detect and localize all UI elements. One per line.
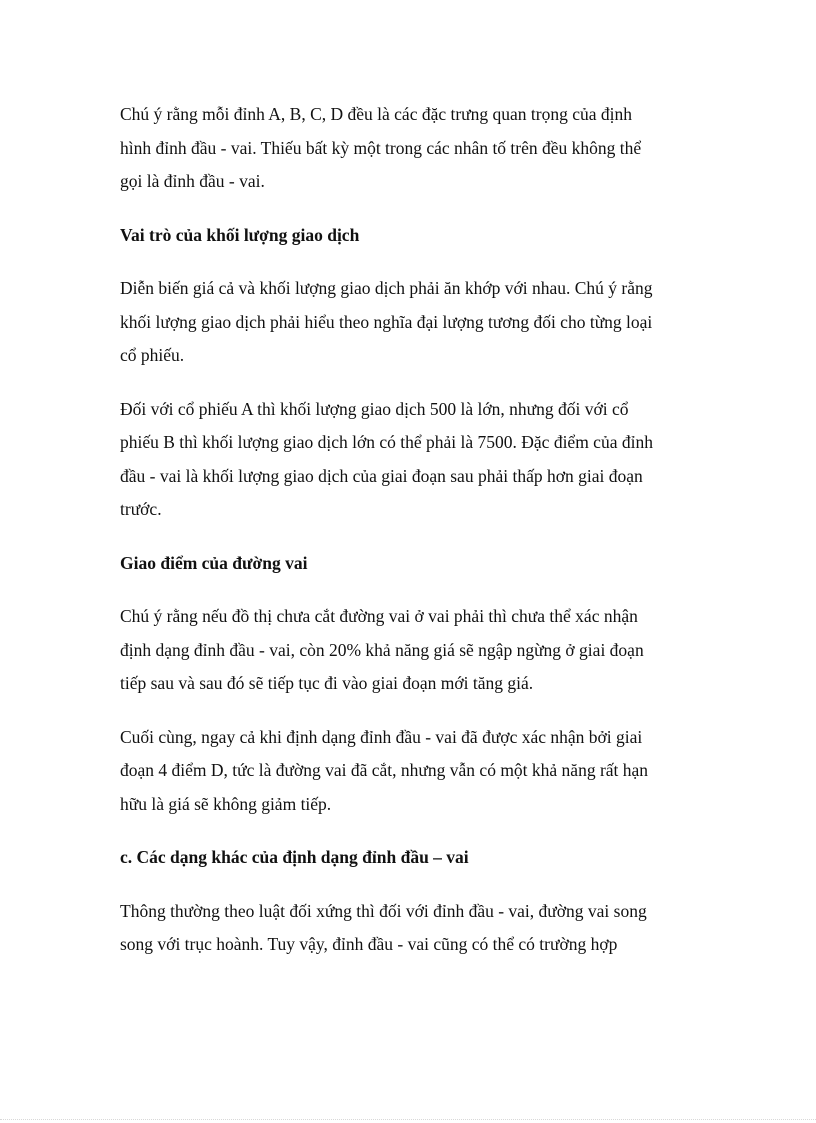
- document-body: [120, 98, 698, 962]
- paragraph-head-shoulders-points: [120, 98, 698, 199]
- text-line: Diễn biến giá cả và khối lượng giao dịch phải ăn khớp với nhau. Chú ý rằng: [120, 278, 653, 298]
- text-line: Thông thường theo luật đối xứng thì đối với đỉnh đầu - vai, đường vai song: [120, 900, 647, 921]
- text-line: đoạn 4 điểm D, tức là đường vai đã cắt, nhưng vẫn có một khả năng rất hạn: [120, 760, 649, 780]
- paragraph-neckline-confirmation: [120, 600, 698, 701]
- text-line: Chú ý rằng nếu đồ thị chưa cắt đường vai ở vai phải thì chưa thể xác nhận: [120, 606, 638, 626]
- heading-volume-role: Vai trò của khối lượng giao dịch: [120, 224, 360, 245]
- heading-other-forms: c. Các dạng khác của định dạng đỉnh đầu – vai: [120, 847, 469, 867]
- text-line: Chú ý rằng mỗi đỉnh A, B, C, D đều là các đặc trưng quan trọng của định: [120, 104, 633, 124]
- text-line: cổ phiếu.: [120, 345, 185, 365]
- page-bottom-divider: [0, 1119, 816, 1120]
- text-line: khối lượng giao dịch phải hiểu theo nghĩa đại lượng tương đối cho từng loại: [120, 311, 653, 332]
- text-line: định dạng đỉnh đầu - vai, còn 20% khả năng giá sẽ ngập ngừng ở giai đoạn: [120, 639, 644, 660]
- paragraph-volume-relative: [120, 272, 698, 373]
- text-line: trước.: [120, 499, 162, 519]
- text-line: Cuối cùng, ngay cả khi định dạng đỉnh đầu - vai đã được xác nhận bởi giai: [120, 726, 643, 747]
- text-line: phiếu B thì khối lượng giao dịch lớn có thể phải là 7500. Đặc điểm của đỉnh: [120, 432, 653, 452]
- text-line: đầu - vai là khối lượng giao dịch của giai đoạn sau phải thấp hơn giai đoạn: [120, 465, 643, 486]
- text-line: gọi là đỉnh đầu - vai.: [120, 171, 265, 191]
- heading-neckline-intersection: Giao điểm của đường vai: [120, 552, 308, 573]
- text-line: song với trục hoành. Tuy vậy, đỉnh đầu - vai cũng có thể có trường hợp: [120, 934, 618, 954]
- paragraph-volume-example: [120, 393, 698, 527]
- text-line: hình đỉnh đầu - vai. Thiếu bất kỳ một trong các nhân tố trên đều không thể: [120, 137, 642, 158]
- text-line: hữu là giá sẽ không giảm tiếp.: [120, 793, 332, 814]
- paragraph-symmetry: [120, 895, 698, 962]
- text-line: tiếp sau và sau đó sẽ tiếp tục đi vào giai đoạn mới tăng giá.: [120, 673, 534, 693]
- text-line: Đối với cổ phiếu A thì khối lượng giao dịch 500 là lớn, nhưng đối với cổ: [120, 398, 629, 419]
- paragraph-final-caveat: [120, 721, 698, 822]
